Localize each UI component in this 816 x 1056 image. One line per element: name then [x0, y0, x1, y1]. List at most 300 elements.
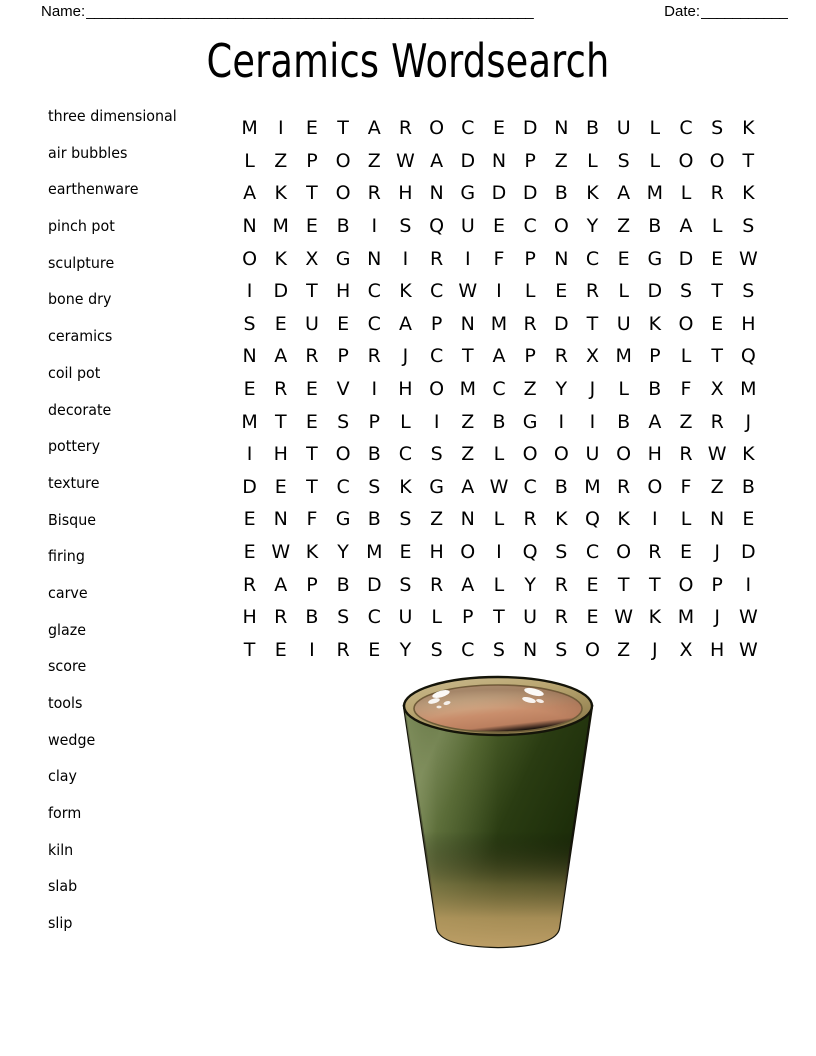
grid-cell[interactable]: E — [305, 378, 318, 401]
grid-cell[interactable]: O — [709, 149, 725, 172]
grid-cell[interactable]: L — [649, 149, 661, 172]
grid-cell[interactable]: L — [649, 117, 661, 140]
grid-cell[interactable]: H — [398, 378, 413, 401]
grid-cell[interactable]: A — [243, 182, 257, 205]
grid-cell[interactable]: W — [738, 638, 758, 661]
grid-cell[interactable]: O — [335, 443, 351, 466]
grid-cell[interactable]: O — [678, 149, 694, 172]
grid-cell[interactable]: E — [742, 508, 755, 531]
grid-cell[interactable]: F — [680, 378, 692, 401]
grid-cell[interactable]: R — [305, 345, 319, 368]
grid-cell[interactable]: I — [402, 247, 409, 270]
grid-cell[interactable]: N — [523, 638, 538, 661]
grid-cell[interactable]: N — [242, 345, 257, 368]
grid-cell[interactable]: L — [618, 378, 629, 401]
grid-cell[interactable]: S — [368, 475, 381, 498]
grid-cell[interactable]: Y — [399, 638, 412, 661]
grid-cell[interactable]: F — [306, 508, 318, 531]
grid-cell[interactable]: L — [680, 182, 692, 205]
grid-cell[interactable]: T — [742, 149, 755, 172]
grid-cell[interactable]: L — [587, 149, 598, 172]
grid-cell[interactable]: K — [586, 182, 599, 205]
grid-cell[interactable]: C — [367, 606, 381, 629]
grid-cell[interactable]: B — [648, 215, 662, 238]
grid-cell[interactable]: S — [711, 117, 724, 140]
grid-cell[interactable]: Q — [584, 508, 600, 531]
grid-cell[interactable]: P — [306, 573, 318, 596]
grid-cell[interactable]: P — [524, 149, 536, 172]
grid-cell[interactable]: B — [336, 573, 350, 596]
grid-cell[interactable]: C — [398, 443, 413, 466]
grid-cell[interactable]: J — [402, 345, 409, 368]
grid-cell[interactable]: R — [710, 410, 724, 433]
grid-cell[interactable]: R — [367, 345, 381, 368]
grid-cell[interactable]: Y — [555, 378, 568, 401]
grid-cell[interactable]: N — [367, 247, 382, 270]
name-write-line[interactable]: _________________________________________________________ — [86, 3, 534, 20]
grid-cell[interactable]: O — [616, 443, 632, 466]
grid-cell[interactable]: M — [584, 475, 601, 498]
grid-cell[interactable]: B — [585, 117, 599, 140]
grid-cell[interactable]: G — [429, 475, 444, 498]
grid-cell[interactable]: E — [305, 410, 318, 433]
grid-cell[interactable]: A — [648, 410, 662, 433]
grid-cell[interactable]: H — [710, 638, 725, 661]
grid-cell[interactable]: R — [274, 606, 288, 629]
grid-cell[interactable]: X — [679, 638, 693, 661]
grid-cell[interactable]: M — [241, 117, 258, 140]
grid-cell[interactable]: R — [336, 638, 350, 661]
grid-cell[interactable]: O — [460, 541, 476, 564]
grid-cell[interactable]: A — [617, 182, 631, 205]
word-list-item: decorate — [48, 400, 112, 419]
grid-cell[interactable]: F — [680, 475, 692, 498]
grid-cell[interactable]: N — [710, 508, 725, 531]
grid-cell[interactable]: A — [679, 215, 693, 238]
date-write-line[interactable]: ___________ — [701, 3, 788, 20]
grid-cell[interactable]: E — [243, 378, 256, 401]
grid-cell[interactable]: E — [617, 247, 630, 270]
grid-cell[interactable]: E — [305, 215, 318, 238]
grid-cell[interactable]: R — [710, 182, 724, 205]
grid-cell[interactable]: B — [367, 443, 381, 466]
grid-cell[interactable]: P — [649, 345, 661, 368]
grid-cell[interactable]: E — [399, 541, 412, 564]
grid-cell[interactable]: B — [554, 475, 568, 498]
grid-cell[interactable]: D — [522, 182, 538, 205]
grid-cell[interactable]: R — [523, 312, 537, 335]
grid-cell[interactable]: P — [337, 345, 349, 368]
grid-cell[interactable]: K — [274, 182, 287, 205]
grid-cell[interactable]: O — [335, 149, 351, 172]
grid-cell[interactable]: J — [714, 541, 720, 564]
grid-cell[interactable]: R — [554, 573, 568, 596]
grid-cell[interactable]: X — [585, 345, 599, 368]
grid-cell[interactable]: D — [522, 117, 538, 140]
grid-cell[interactable]: Z — [554, 149, 568, 172]
grid-cell[interactable]: C — [492, 378, 506, 401]
grid-cell[interactable]: T — [649, 573, 661, 596]
grid-cell[interactable]: O — [522, 443, 538, 466]
grid-cell[interactable]: U — [585, 443, 600, 466]
grid-cell[interactable]: A — [274, 345, 288, 368]
grid-cell[interactable]: D — [460, 149, 476, 172]
grid-cell[interactable]: R — [430, 573, 444, 596]
grid-cell[interactable]: J — [589, 378, 596, 401]
grid-cell[interactable]: U — [460, 215, 475, 238]
grid-cell[interactable]: R — [398, 117, 413, 140]
grid-cell[interactable]: A — [398, 312, 412, 335]
grid-cell[interactable]: H — [242, 606, 257, 629]
grid-cell[interactable]: Y — [586, 215, 599, 238]
grid-cell[interactable]: H — [273, 443, 288, 466]
grid-cell[interactable]: E — [492, 117, 505, 140]
grid-cell[interactable]: Z — [617, 215, 631, 238]
grid-cell[interactable]: M — [677, 606, 695, 629]
grid-cell[interactable]: O — [616, 541, 632, 564]
grid-cell[interactable]: E — [555, 280, 568, 303]
grid-cell[interactable]: R — [430, 247, 444, 270]
grid-cell[interactable]: I — [496, 280, 502, 303]
word-list-item: pinch pot — [48, 217, 115, 236]
grid-cell[interactable]: C — [429, 280, 444, 303]
grid-cell[interactable]: E — [679, 541, 692, 564]
grid-cell[interactable]: E — [243, 508, 256, 531]
grid-cell[interactable]: B — [492, 410, 506, 433]
grid-cell[interactable]: K — [399, 475, 412, 498]
grid-cell[interactable]: G — [460, 182, 476, 205]
grid-cell[interactable]: Z — [274, 149, 288, 172]
grid-cell[interactable]: C — [679, 117, 693, 140]
grid-cell[interactable]: C — [585, 247, 600, 270]
grid-cell[interactable]: T — [493, 606, 505, 629]
grid-cell[interactable]: L — [244, 149, 255, 172]
grid-cell[interactable]: Z — [367, 149, 381, 172]
grid-cell[interactable]: I — [496, 541, 502, 564]
grid-cell[interactable]: B — [554, 182, 568, 205]
grid-cell[interactable]: S — [555, 541, 568, 564]
grid-cell[interactable]: D — [741, 541, 756, 564]
grid-cell[interactable]: S — [617, 149, 630, 172]
grid-cell[interactable]: B — [648, 378, 662, 401]
grid-cell[interactable]: L — [493, 443, 505, 466]
grid-cell[interactable]: H — [741, 312, 756, 335]
grid-cell[interactable]: J — [745, 410, 752, 433]
grid-cell[interactable]: N — [460, 312, 475, 335]
grid-cell[interactable]: B — [741, 475, 755, 498]
grid-cell[interactable]: W — [707, 443, 727, 466]
grid-cell[interactable]: I — [558, 410, 565, 433]
grid-row — [234, 373, 764, 406]
grid-cell[interactable]: C — [461, 638, 475, 661]
grid-cell[interactable]: L — [431, 606, 442, 629]
grid-cell[interactable]: Y — [337, 541, 349, 564]
grid-cell[interactable]: G — [522, 410, 538, 433]
grid-cell[interactable]: I — [309, 638, 315, 661]
grid-cell[interactable]: E — [492, 215, 505, 238]
grid-cell[interactable]: P — [524, 345, 536, 368]
grid-cell[interactable]: W — [396, 149, 415, 172]
grid-cell[interactable]: I — [246, 280, 253, 303]
grid-cell[interactable]: N — [242, 215, 257, 238]
grid-cell[interactable]: L — [524, 280, 536, 303]
grid-cell[interactable]: O — [553, 215, 569, 238]
grid-cell[interactable]: O — [335, 182, 351, 205]
grid-cell[interactable]: K — [742, 443, 755, 466]
grid-cell[interactable]: J — [714, 606, 720, 629]
grid-cell[interactable]: Y — [524, 573, 536, 596]
grid-cell[interactable]: P — [524, 247, 536, 270]
grid-cell[interactable]: O — [429, 117, 445, 140]
grid-cell[interactable]: D — [366, 573, 382, 596]
grid-cell[interactable]: A — [492, 345, 506, 368]
grid-cell[interactable]: K — [648, 312, 662, 335]
grid-cell[interactable]: R — [648, 541, 662, 564]
grid-cell[interactable]: H — [647, 443, 662, 466]
grid-cell[interactable]: R — [585, 280, 600, 303]
grid-cell[interactable]: K — [305, 541, 319, 564]
grid-cell[interactable]: E — [274, 475, 287, 498]
grid-cell[interactable]: T — [461, 345, 474, 368]
grid-cell[interactable]: H — [429, 541, 444, 564]
grid-cell[interactable]: R — [523, 508, 537, 531]
grid-cell[interactable]: C — [367, 280, 381, 303]
word-list-item: bone dry — [48, 290, 112, 309]
grid-cell[interactable]: K — [274, 247, 287, 270]
grid-cell[interactable]: E — [337, 312, 350, 335]
grid-cell[interactable]: F — [493, 247, 505, 270]
grid-cell[interactable]: S — [492, 638, 505, 661]
grid-cell[interactable]: D — [273, 280, 289, 303]
grid-cell[interactable]: S — [679, 280, 693, 303]
grid-cell[interactable]: I — [464, 247, 471, 270]
grid-cell[interactable]: Q — [522, 541, 538, 564]
grid-cell[interactable]: B — [367, 508, 381, 531]
grid-cell[interactable]: W — [458, 280, 478, 303]
grid-cell[interactable]: Z — [710, 475, 724, 498]
grid-cell[interactable]: U — [398, 606, 413, 629]
grid-cell[interactable]: L — [680, 345, 692, 368]
grid-cell[interactable]: C — [336, 475, 350, 498]
grid-cell[interactable]: A — [461, 573, 475, 596]
grid-cell[interactable]: N — [273, 508, 288, 531]
grid-cell[interactable]: E — [368, 638, 381, 661]
grid-cell[interactable]: B — [305, 606, 319, 629]
grid-cell[interactable]: T — [306, 475, 318, 498]
grid-cell[interactable]: M — [646, 182, 664, 205]
grid-cell[interactable]: Z — [523, 378, 537, 401]
grid-cell[interactable]: P — [711, 573, 723, 596]
grid-cell[interactable]: R — [554, 345, 568, 368]
grid-cell[interactable]: R — [554, 606, 568, 629]
grid-cell[interactable]: R — [274, 378, 288, 401]
grid-cell[interactable]: S — [399, 215, 412, 238]
grid-cell[interactable]: L — [400, 410, 411, 433]
grid-cell[interactable]: O — [584, 638, 600, 661]
grid-cell[interactable]: M — [490, 312, 508, 335]
grid-cell[interactable]: D — [242, 475, 257, 498]
grid-cell[interactable]: C — [585, 541, 600, 564]
grid-cell[interactable]: K — [555, 508, 568, 531]
grid-cell[interactable]: T — [711, 345, 723, 368]
grid-cell[interactable]: S — [243, 312, 256, 335]
letter-grid[interactable] — [234, 112, 764, 666]
grid-cell[interactable]: S — [430, 443, 443, 466]
grid-cell[interactable]: O — [429, 378, 445, 401]
grid-cell[interactable]: R — [617, 475, 631, 498]
grid-cell[interactable]: P — [430, 312, 443, 335]
grid-cell[interactable]: W — [489, 475, 509, 498]
grid-cell[interactable]: M — [740, 378, 757, 401]
grid-cell[interactable]: C — [367, 312, 381, 335]
grid-cell[interactable]: I — [589, 410, 596, 433]
grid-cell[interactable]: I — [371, 378, 378, 401]
grid-cell[interactable]: N — [460, 508, 475, 531]
grid-cell[interactable]: K — [617, 508, 630, 531]
grid-cell[interactable]: O — [647, 475, 663, 498]
grid-cell[interactable]: S — [430, 638, 443, 661]
grid-cell[interactable]: Q — [740, 345, 756, 368]
grid-cell[interactable]: Z — [461, 410, 475, 433]
grid-cell[interactable]: O — [678, 573, 694, 596]
grid-cell[interactable]: P — [368, 410, 380, 433]
grid-cell[interactable]: A — [461, 475, 475, 498]
word-list-item: ceramics — [48, 327, 113, 346]
grid-cell[interactable]: L — [680, 508, 692, 531]
word-list-item: pottery — [48, 437, 100, 456]
grid-cell[interactable]: O — [242, 247, 258, 270]
grid-cell[interactable]: E — [243, 541, 256, 564]
grid-cell[interactable]: D — [553, 312, 569, 335]
grid-cell[interactable]: X — [305, 247, 319, 270]
grid-cell[interactable]: I — [433, 410, 440, 433]
grid-cell[interactable]: I — [745, 573, 752, 596]
grid-cell[interactable]: T — [337, 117, 349, 140]
grid-cell[interactable]: H — [335, 280, 351, 303]
grid-cell[interactable]: L — [711, 215, 723, 238]
grid-cell[interactable]: I — [371, 215, 378, 238]
grid-cell[interactable]: C — [523, 475, 537, 498]
grid-cell[interactable]: W — [271, 541, 291, 564]
grid-cell[interactable]: K — [742, 117, 755, 140]
grid-cell[interactable]: I — [246, 443, 253, 466]
grid-cell[interactable]: G — [647, 247, 663, 270]
grid-cell[interactable]: E — [711, 312, 724, 335]
grid-cell[interactable]: P — [306, 149, 318, 172]
grid-cell[interactable]: Q — [429, 215, 445, 238]
grid-cell[interactable]: R — [679, 443, 693, 466]
grid-cell[interactable]: X — [710, 378, 724, 401]
grid-cell[interactable]: B — [336, 215, 350, 238]
grid-cell[interactable]: M — [615, 345, 632, 368]
grid-cell[interactable]: W — [614, 606, 634, 629]
grid-cell[interactable]: M — [459, 378, 476, 401]
grid-cell[interactable]: M — [366, 541, 383, 564]
grid-cell[interactable]: T — [306, 182, 318, 205]
grid-cell[interactable]: S — [742, 280, 755, 303]
grid-cell[interactable]: E — [274, 312, 287, 335]
grid-cell[interactable]: D — [491, 182, 507, 205]
grid-cell[interactable]: M — [241, 410, 258, 433]
grid-cell[interactable]: K — [399, 280, 412, 303]
grid-cell[interactable]: Z — [617, 638, 631, 661]
grid-cell[interactable]: W — [738, 606, 758, 629]
grid-cell[interactable]: T — [586, 312, 599, 335]
grid-cell[interactable]: I — [652, 508, 658, 531]
grid-cell[interactable]: I — [277, 117, 284, 140]
grid-cell[interactable]: P — [462, 606, 474, 629]
grid-cell[interactable]: S — [337, 606, 350, 629]
grid-cell[interactable]: M — [272, 215, 289, 238]
grid-cell[interactable]: N — [554, 117, 569, 140]
grid-cell[interactable]: T — [711, 280, 723, 303]
grid-cell[interactable]: C — [523, 215, 537, 238]
grid-cell[interactable]: D — [678, 247, 694, 270]
word-list-item: glaze — [48, 620, 86, 639]
grid-cell[interactable]: L — [493, 508, 505, 531]
grid-cell[interactable]: D — [647, 280, 663, 303]
grid-cell[interactable]: R — [242, 573, 257, 596]
grid-cell[interactable]: E — [274, 638, 287, 661]
grid-cell[interactable]: O — [553, 443, 569, 466]
grid-cell[interactable]: U — [616, 117, 631, 140]
grid-cell[interactable]: Z — [430, 508, 444, 531]
grid-cell[interactable]: S — [742, 215, 755, 238]
grid-cell[interactable]: U — [523, 606, 538, 629]
grid-cell[interactable]: A — [367, 117, 381, 140]
grid-cell[interactable]: C — [429, 345, 444, 368]
grid-cell[interactable]: W — [738, 247, 758, 270]
grid-cell[interactable]: N — [554, 247, 569, 270]
grid-cell[interactable]: A — [430, 149, 444, 172]
grid-cell[interactable]: R — [367, 182, 381, 205]
grid-cell[interactable]: Z — [679, 410, 693, 433]
grid-cell[interactable]: N — [491, 149, 507, 172]
grid-cell[interactable]: T — [306, 443, 318, 466]
grid-cell[interactable]: T — [243, 638, 256, 661]
grid-cell[interactable]: C — [461, 117, 475, 140]
grid-cell[interactable]: E — [586, 606, 599, 629]
grid-cell[interactable]: S — [399, 573, 412, 596]
grid-cell[interactable]: L — [618, 280, 629, 303]
grid-cell[interactable]: Z — [461, 443, 475, 466]
grid-cell[interactable]: J — [652, 638, 658, 661]
grid-cell[interactable]: G — [335, 247, 351, 270]
grid-cell[interactable]: E — [711, 247, 724, 270]
grid-cell[interactable]: S — [399, 508, 412, 531]
grid-row — [234, 438, 764, 471]
grid-cell[interactable]: O — [678, 312, 694, 335]
grid-cell[interactable]: H — [398, 182, 413, 205]
grid-cell[interactable]: T — [617, 573, 630, 596]
grid-cell[interactable]: U — [616, 312, 631, 335]
grid-cell[interactable]: V — [336, 378, 350, 401]
grid-cell[interactable]: U — [304, 312, 319, 335]
grid-cell[interactable]: E — [305, 117, 318, 140]
grid-cell[interactable]: S — [337, 410, 350, 433]
grid-cell[interactable]: A — [274, 573, 288, 596]
grid-cell[interactable]: B — [617, 410, 631, 433]
grid-cell[interactable]: S — [555, 638, 568, 661]
grid-cell[interactable]: L — [493, 573, 505, 596]
grid-cell[interactable]: T — [274, 410, 287, 433]
grid-cell[interactable]: G — [335, 508, 351, 531]
grid-cell[interactable]: E — [586, 573, 599, 596]
grid-cell[interactable]: K — [742, 182, 755, 205]
grid-cell[interactable]: T — [306, 280, 318, 303]
grid-cell[interactable]: K — [648, 606, 662, 629]
grid-cell[interactable]: N — [429, 182, 444, 205]
